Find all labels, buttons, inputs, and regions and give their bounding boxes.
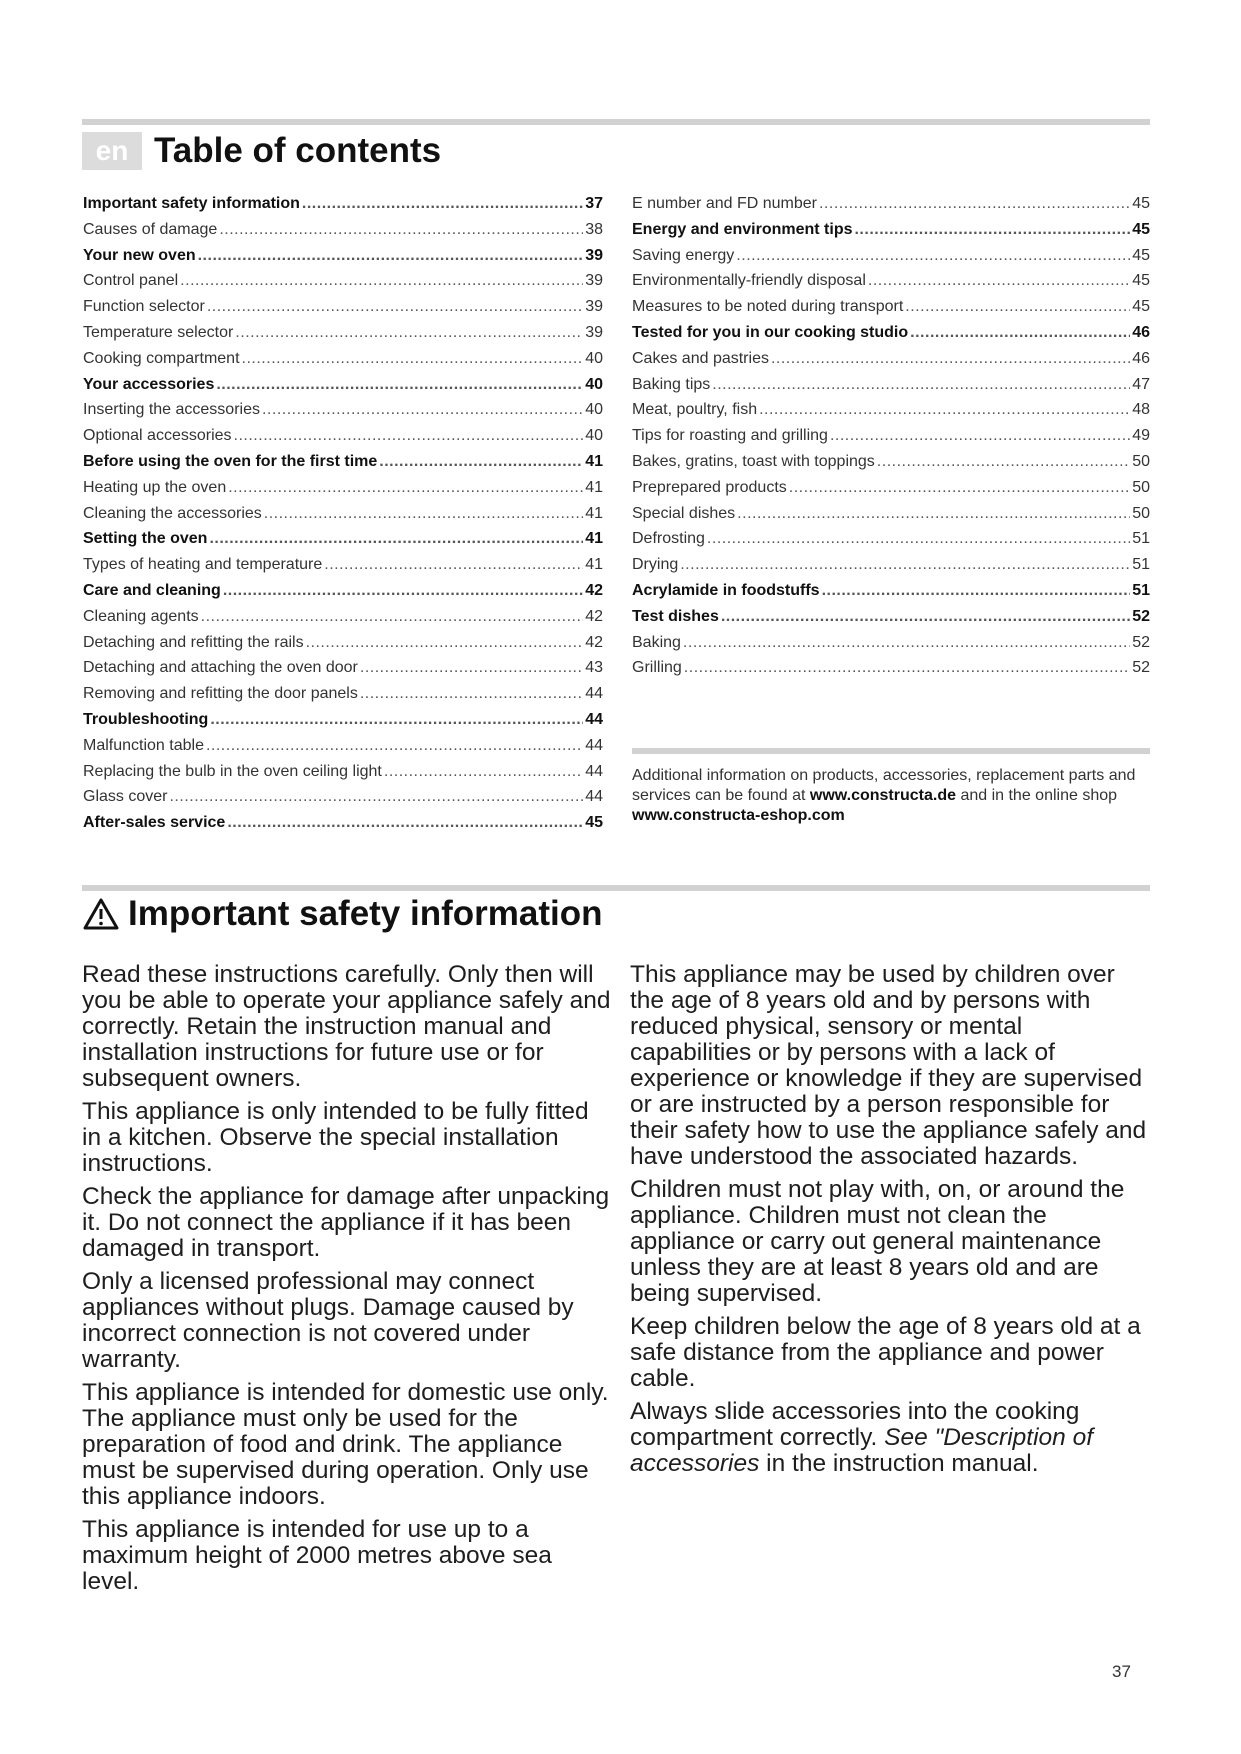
toc-entry-title: Control panel — [83, 272, 179, 290]
toc-entry[interactable] — [83, 350, 603, 376]
toc-entry[interactable] — [632, 272, 1150, 298]
toc-entry-page: 51 — [1132, 556, 1150, 574]
toc-entry-title: Causes of damage — [83, 220, 218, 238]
toc-entry-page: 41 — [585, 478, 603, 496]
toc-entry-title: Optional accessories — [83, 427, 232, 445]
toc-entry-page: 44 — [585, 710, 603, 728]
toc-entry-title: Preprepared products — [632, 478, 787, 496]
toc-entry[interactable] — [632, 479, 1150, 505]
safety-paragraph: Keep children below the age of 8 years old at a safe distance from the appliance and power cable. — [630, 1313, 1141, 1392]
toc-entry-page: 45 — [1132, 246, 1150, 264]
toc-entry-page: 48 — [1132, 401, 1150, 419]
toc-leader-dots — [771, 350, 1130, 368]
toc-entry[interactable] — [83, 608, 603, 634]
toc-entry[interactable] — [83, 737, 603, 763]
toc-entry-title: Glass cover — [83, 788, 168, 806]
toc-leader-dots — [198, 247, 584, 265]
toc-entry-title: Detaching and refitting the rails — [83, 633, 304, 651]
toc-leader-dots — [759, 401, 1130, 419]
toc-entry-title: Important safety information — [83, 195, 300, 212]
toc-entry-title: Cakes and pastries — [632, 349, 769, 367]
toc-entry-title: Cooking compartment — [83, 349, 240, 367]
toc-entry-page: 39 — [585, 246, 603, 264]
toc-entry-title: Setting the oven — [83, 530, 208, 548]
toc-header — [82, 130, 441, 172]
toc-leader-dots — [234, 427, 584, 445]
toc-leader-dots — [227, 814, 583, 832]
toc-entry-title: Baking — [632, 633, 681, 651]
toc-leader-dots — [216, 376, 583, 394]
toc-leader-dots — [910, 324, 1130, 342]
toc-entry-title: Care and cleaning — [83, 581, 221, 599]
toc-left-column — [83, 195, 603, 840]
toc-entry-page: 37 — [585, 195, 603, 212]
toc-entry[interactable] — [632, 401, 1150, 427]
safety-paragraph-accessories — [630, 1399, 1150, 1477]
toc-entry[interactable] — [83, 814, 603, 840]
toc-entry[interactable] — [632, 453, 1150, 479]
toc-entry-page: 44 — [585, 685, 603, 703]
toc-entry-title: After-sales service — [83, 814, 226, 832]
page-number: 37 — [1112, 1662, 1131, 1681]
toc-entry-title: Energy and environment tips — [632, 220, 853, 238]
toc-leader-dots — [905, 298, 1130, 316]
toc-entry[interactable] — [632, 505, 1150, 531]
toc-entry[interactable] — [632, 582, 1150, 608]
toc-entry[interactable] — [632, 195, 1150, 221]
toc-entry-page: 38 — [585, 220, 603, 238]
toc-entry-page: 50 — [1132, 504, 1150, 522]
toc-entry-title: Cleaning agents — [83, 607, 199, 625]
toc-entry-page: 39 — [585, 298, 603, 316]
toc-entry[interactable] — [632, 350, 1150, 376]
toc-leader-dots — [302, 195, 583, 213]
toc-entry[interactable] — [83, 221, 603, 247]
eshop-link[interactable]: www.constructa-eshop.com — [632, 807, 845, 824]
toc-leader-dots — [736, 247, 1130, 265]
toc-entry-title: E number and FD number — [632, 195, 817, 212]
toc-entry-page: 47 — [1132, 375, 1150, 393]
toc-entry[interactable] — [83, 427, 603, 453]
toc-entry[interactable] — [632, 530, 1150, 556]
toc-leader-dots — [306, 634, 584, 652]
toc-entry-title: Acrylamide in foodstuffs — [632, 581, 820, 599]
toc-entry-page: 51 — [1132, 581, 1150, 599]
toc-leader-dots — [789, 479, 1130, 497]
toc-entry[interactable] — [83, 556, 603, 582]
toc-entry[interactable] — [83, 530, 603, 556]
note-text-2: and in the online shop — [956, 787, 1118, 804]
toc-entry-title: Bakes, gratins, toast with toppings — [632, 452, 875, 470]
toc-entry[interactable] — [632, 427, 1150, 453]
toc-entry-page: 52 — [1132, 633, 1150, 651]
toc-entry-page: 45 — [585, 814, 603, 832]
toc-entry[interactable] — [83, 376, 603, 402]
toc-entry-title: Saving energy — [632, 246, 735, 264]
toc-entry-title: Function selector — [83, 298, 205, 316]
toc-entry[interactable] — [83, 763, 603, 789]
toc-entry[interactable] — [83, 479, 603, 505]
toc-entry-title: Grilling — [632, 659, 682, 677]
safety-title: Important safety information — [128, 894, 603, 933]
toc-entry-title: Before using the oven for the first time — [83, 452, 378, 470]
safety-left-column — [82, 962, 612, 1602]
toc-leader-dots — [262, 401, 583, 419]
toc-entry-title: Baking tips — [632, 375, 711, 393]
toc-entry-title: Troubleshooting — [83, 710, 209, 728]
note-text-1: Additional information on products, accessories, replacement parts and services can be found at — [632, 767, 1136, 804]
toc-leader-dots — [206, 737, 583, 755]
toc-entry-title: Environmentally-friendly disposal — [632, 272, 866, 290]
note-rule — [632, 748, 1150, 754]
toc-entry[interactable] — [632, 221, 1150, 247]
toc-entry[interactable] — [83, 195, 603, 221]
toc-leader-dots — [379, 453, 583, 471]
safety-paragraph: This appliance is intended for domestic use only. The appliance must only be used for the preparation of food and drink. The appliance must be supervised during operation. Only use this appliance indoors. — [82, 1379, 609, 1510]
toc-leader-dots — [384, 763, 583, 781]
accessories-reference: See "Description of accessories — [630, 1424, 1094, 1477]
toc-entry[interactable] — [632, 376, 1150, 402]
page-title: Table of contents — [154, 131, 442, 170]
toc-entry-page: 42 — [585, 607, 603, 625]
toc-leader-dots — [235, 324, 583, 342]
toc-entry-title: Your new oven — [83, 246, 196, 264]
toc-leader-dots — [223, 582, 583, 600]
toc-leader-dots — [868, 272, 1130, 290]
toc-entry[interactable] — [83, 505, 603, 531]
toc-entry[interactable] — [632, 298, 1150, 324]
toc-entry[interactable] — [632, 556, 1150, 582]
toc-entry-title: Drying — [632, 556, 679, 574]
toc-leader-dots — [219, 221, 583, 239]
toc-leader-dots — [877, 453, 1130, 471]
toc-leader-dots — [360, 659, 583, 677]
toc-entry-page: 43 — [585, 659, 603, 677]
accessories-text-end: in the instruction manual. — [759, 1450, 1039, 1477]
toc-entry-title: Your accessories — [83, 375, 215, 393]
toc-entry-title: Temperature selector — [83, 323, 234, 341]
toc-entry[interactable] — [632, 324, 1150, 350]
toc-entry[interactable] — [83, 272, 603, 298]
toc-entry-title: Types of heating and temperature — [83, 556, 323, 574]
safety-paragraph: Children must not play with, on, or around the appliance. Children must not clean the appliance or carry out general maintenance unless they are at least 8 years old and are being supervised. — [630, 1176, 1125, 1307]
toc-entry-page: 39 — [585, 323, 603, 341]
toc-entry-page: 41 — [585, 530, 603, 548]
toc-leader-dots — [737, 505, 1130, 523]
toc-entry-page: 52 — [1132, 607, 1150, 625]
toc-entry-title: Replacing the bulb in the oven ceiling light — [83, 762, 382, 780]
toc-entry-page: 40 — [585, 401, 603, 419]
safety-paragraph: Read these instructions carefully. Only then will you be able to operate your appliance safely and correctly. Retain the instruction manual and installation instructions for future use or for subsequent owners. — [82, 961, 611, 1092]
toc-leader-dots — [228, 479, 583, 497]
toc-entry-title: Meat, poultry, fish — [632, 401, 758, 419]
toc-entry[interactable] — [83, 324, 603, 350]
toc-entry-title: Tips for roasting and grilling — [632, 427, 828, 445]
toc-entry[interactable] — [83, 298, 603, 324]
toc-entry-page: 52 — [1132, 659, 1150, 677]
toc-leader-dots — [854, 221, 1130, 239]
toc-entry-page: 41 — [585, 452, 603, 470]
toc-entry-page: 40 — [585, 375, 603, 393]
toc-entry-page: 41 — [585, 556, 603, 574]
warning-triangle-icon — [82, 897, 120, 931]
toc-entry-page: 45 — [1132, 220, 1150, 238]
toc-leader-dots — [201, 608, 584, 626]
toc-leader-dots — [721, 608, 1130, 626]
toc-leader-dots — [210, 711, 583, 729]
toc-entry-title: Removing and refitting the door panels — [83, 685, 358, 703]
toc-entry-page: 46 — [1132, 323, 1150, 341]
toc-leader-dots — [242, 350, 584, 368]
toc-entry[interactable] — [83, 634, 603, 660]
toc-entry-title: Measures to be noted during transport — [632, 298, 904, 316]
safety-paragraph: Only a licensed professional may connect appliances without plugs. Damage caused by incorrect connection is not covered under warranty. — [82, 1268, 574, 1373]
additional-info-note — [632, 766, 1150, 826]
toc-entry-title: Cleaning the accessories — [83, 504, 262, 522]
toc-leader-dots — [180, 272, 583, 290]
toc-leader-dots — [707, 530, 1130, 548]
safety-paragraph: Check the appliance for damage after unpacking it. Do not connect the appliance if it has been damaged in transport. — [82, 1183, 610, 1262]
toc-entry[interactable] — [83, 685, 603, 711]
toc-entry[interactable] — [83, 247, 603, 273]
toc-leader-dots — [360, 685, 583, 703]
toc-leader-dots — [680, 556, 1130, 574]
toc-entry-page: 44 — [585, 788, 603, 806]
toc-entry-page: 45 — [1132, 272, 1150, 290]
toc-leader-dots — [822, 582, 1131, 600]
toc-entry-page: 46 — [1132, 349, 1150, 367]
toc-leader-dots — [712, 376, 1130, 394]
toc-entry-title: Inserting the accessories — [83, 401, 260, 419]
toc-entry-page: 41 — [585, 504, 603, 522]
toc-entry[interactable] — [83, 711, 603, 737]
toc-entry-title: Detaching and attaching the oven door — [83, 659, 358, 677]
toc-entry[interactable] — [632, 247, 1150, 273]
toc-leader-dots — [169, 788, 583, 806]
toc-entry[interactable] — [83, 582, 603, 608]
toc-entry-page: 42 — [585, 633, 603, 651]
toc-leader-dots — [207, 298, 583, 316]
toc-entry[interactable] — [83, 401, 603, 427]
toc-entry-page: 44 — [585, 762, 603, 780]
section-rule — [82, 885, 1150, 891]
toc-leader-dots — [209, 530, 583, 548]
toc-entry[interactable] — [83, 453, 603, 479]
top-rule — [82, 119, 1150, 125]
toc-entry[interactable] — [83, 788, 603, 814]
toc-entry-title: Malfunction table — [83, 736, 204, 754]
toc-leader-dots — [830, 427, 1130, 445]
toc-entry[interactable] — [632, 659, 1150, 685]
toc-leader-dots — [683, 634, 1130, 652]
toc-entry-page: 50 — [1132, 478, 1150, 496]
toc-entry-page: 40 — [585, 349, 603, 367]
toc-entry[interactable] — [83, 659, 603, 685]
toc-entry-page: 45 — [1132, 298, 1150, 316]
toc-entry-title: Tested for you in our cooking studio — [632, 323, 909, 341]
constructa-link[interactable]: www.constructa.de — [809, 787, 956, 804]
toc-entry-page: 51 — [1132, 530, 1150, 548]
safety-paragraph: This appliance is only intended to be fully fitted in a kitchen. Observe the special installation instructions. — [82, 1098, 589, 1177]
toc-entry-page: 40 — [585, 427, 603, 445]
safety-paragraph: This appliance is intended for use up to a maximum height of 2000 metres above sea level. — [82, 1516, 552, 1595]
toc-entry-page: 44 — [585, 736, 603, 754]
language-badge: en — [82, 132, 142, 170]
toc-entry-title: Defrosting — [632, 530, 705, 548]
toc-entry-page: 50 — [1132, 452, 1150, 470]
safety-paragraph: This appliance may be used by children over the age of 8 years old and by persons with reduced physical, sensory or mental capabilities or by persons with a lack of experience or knowledge if they are supervised or are instructed by a person responsible for their safety how to use the appliance safely and have understood the associated hazards. — [630, 961, 1147, 1170]
safety-right-column — [630, 962, 1150, 1484]
toc-entry-page: 45 — [1132, 195, 1150, 212]
toc-entry-page: 39 — [585, 272, 603, 290]
toc-right-column — [632, 195, 1150, 685]
toc-entry-title: Test dishes — [632, 607, 719, 625]
toc-entry[interactable] — [632, 634, 1150, 660]
toc-entry-title: Special dishes — [632, 504, 736, 522]
toc-leader-dots — [819, 195, 1130, 213]
accessories-text: Always slide accessories into the cooking compartment correctly. — [630, 1398, 1080, 1451]
safety-heading — [82, 892, 602, 936]
toc-leader-dots — [324, 556, 583, 574]
toc-leader-dots — [684, 659, 1130, 677]
toc-entry-title: Heating up the oven — [83, 478, 227, 496]
toc-entry-page: 49 — [1132, 427, 1150, 445]
toc-leader-dots — [264, 505, 583, 523]
toc-entry-page: 42 — [585, 581, 603, 599]
toc-entry[interactable] — [632, 608, 1150, 634]
